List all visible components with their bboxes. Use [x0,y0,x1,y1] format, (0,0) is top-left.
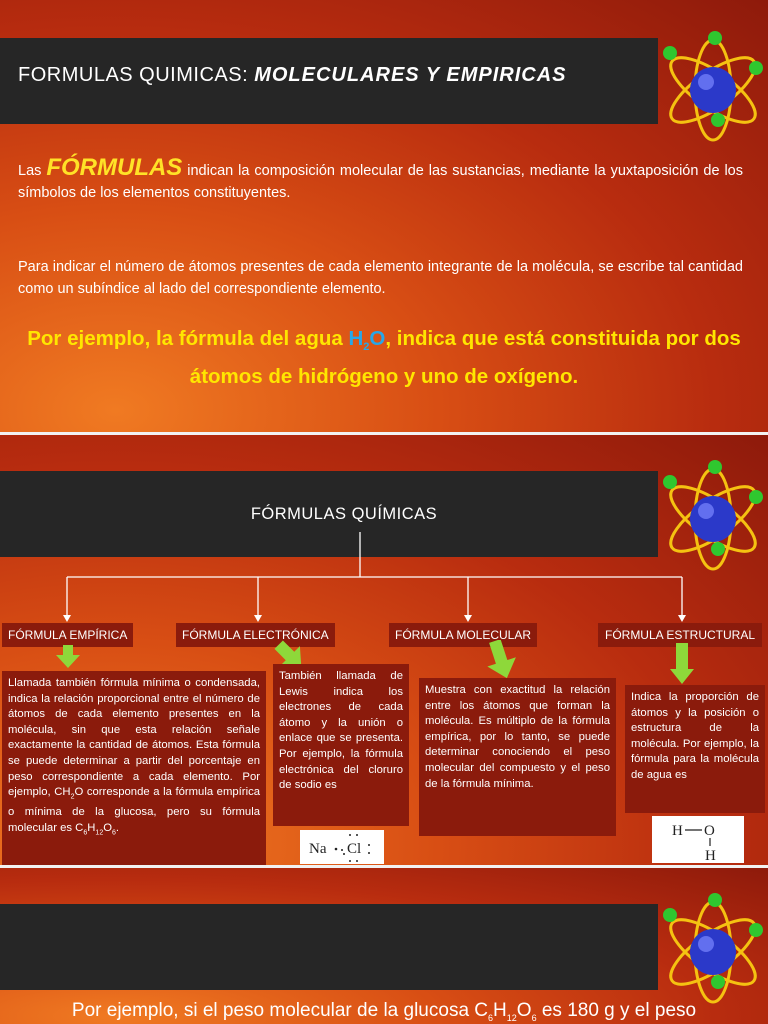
slide-1 [0,0,768,432]
glucose-sub-1: 6 [83,828,88,836]
s3-h: H [493,1000,507,1021]
s3-o: O [516,1000,532,1021]
label-empirica: FÓRMULA EMPÍRICA [2,623,133,647]
water-example [20,324,748,392]
label-estructural: FÓRMULA ESTRUCTURAL [598,623,762,647]
empirica-text-b: O corresponde a la fórmula empírica o mínima de la glucosa, pero su fórmula molecular es C [8,786,261,834]
title-plain: FORMULAS QUIMICAS: [18,64,255,86]
p1-rest: indican la composición molecular de las sustancias, mediante la yuxtaposición de los símbolos de los elementos constituyentes. [18,163,743,201]
example-part-b: , indica que está constituida por dos átomos de hidrógeno y uno de oxígeno. [189,327,741,389]
glucose-example-text [0,1000,768,1023]
down-arrow-icon [484,640,518,680]
structural-water-drawing [652,816,744,863]
struct-h2: H [705,848,716,863]
slide-2-title: FÓRMULAS QUÍMICAS [250,505,438,523]
s3-sub-1: 6 [488,1012,494,1023]
down-arrow-icon [56,645,82,669]
slide-2 [0,435,768,865]
struct-h1: H [672,823,683,839]
label-molecular: FÓRMULA MOLECULAR [389,623,537,647]
lewis-structure-image [300,830,384,864]
tree-connectors [0,435,768,635]
title-bold: MOLECULARES Y EMPIRICAS [254,64,567,86]
structural-water-image [652,816,744,863]
lewis-na: Na [309,841,327,857]
s3-text-b: es 180 g y el peso [536,1000,697,1021]
glucose-o: O [103,821,113,834]
p1-big-word: FÓRMULAS [46,154,183,181]
slide-1-title [18,64,567,87]
paragraph-formulas [18,154,743,204]
p1-lead: Las [18,163,47,179]
box-molecular: Muestra con exactitud la relación entre los átomos que forman la molécula. Es múltiplo de la fórmula empírica, por lo tanto, se puede determinar conociendo el peso molecular del compuesto y el peso de la fórmula mínima. [419,678,616,836]
glucose-end: . [115,821,120,834]
slide-3 [0,868,768,1024]
water-sub: 2 [363,341,370,354]
s3-sub-3: 6 [531,1012,537,1023]
lewis-cl: Cl [347,841,362,857]
water-h: H [348,327,364,350]
box-estructural: Indica la proporción de átomos y la posición o estructura de la molécula. Por ejemplo, la fórmula para la molécula de agua es [625,685,765,813]
glucose-h: H [87,821,96,834]
empirica-sub: 2 [70,793,75,801]
box-empirica [2,671,266,865]
s3-text-a: Por ejemplo, si el peso molecular de la glucosa C [71,1000,489,1021]
atom-icon [655,890,767,1008]
label-electronica: FÓRMULA ELECTRÓNICA [176,623,335,647]
atom-icon [655,28,767,146]
example-part-a: Por ejemplo, la fórmula del agua [27,327,349,350]
s3-sub-2: 12 [506,1012,517,1023]
lewis-structure-drawing [300,830,384,864]
box-electronica: También llamada de Lewis indica los electrones de cada átomo y la unión o enlace que se presenta. Por ejemplo, la fórmula electrónica del cloruro de sodio es [273,664,409,826]
empirica-text-a: Llamada también fórmula mínima o condensada, indica la relación proporcional entre el número de átomos de cada elemento presentes en la molécula, sin que esta relación señale exactamente la cantidad de átomos. Esta fórmula se puede determinar a partir del porcentaje en peso correspondiente a cada elemento. Por ejemplo, CH [8,677,260,799]
glucose-sub-2: 12 [95,828,104,836]
paragraph-subscript: Para indicar el número de átomos presentes de cada elemento integrante de la molécula, se escribe tal cantidad como un subíndice al lado del correspondiente elemento. [18,259,743,297]
water-formula [348,327,386,354]
glucose-sub-3: 6 [112,828,116,836]
struct-o: O [704,823,715,839]
water-o: O [369,327,386,350]
title-bar [0,904,658,990]
down-arrow-icon [670,643,694,685]
